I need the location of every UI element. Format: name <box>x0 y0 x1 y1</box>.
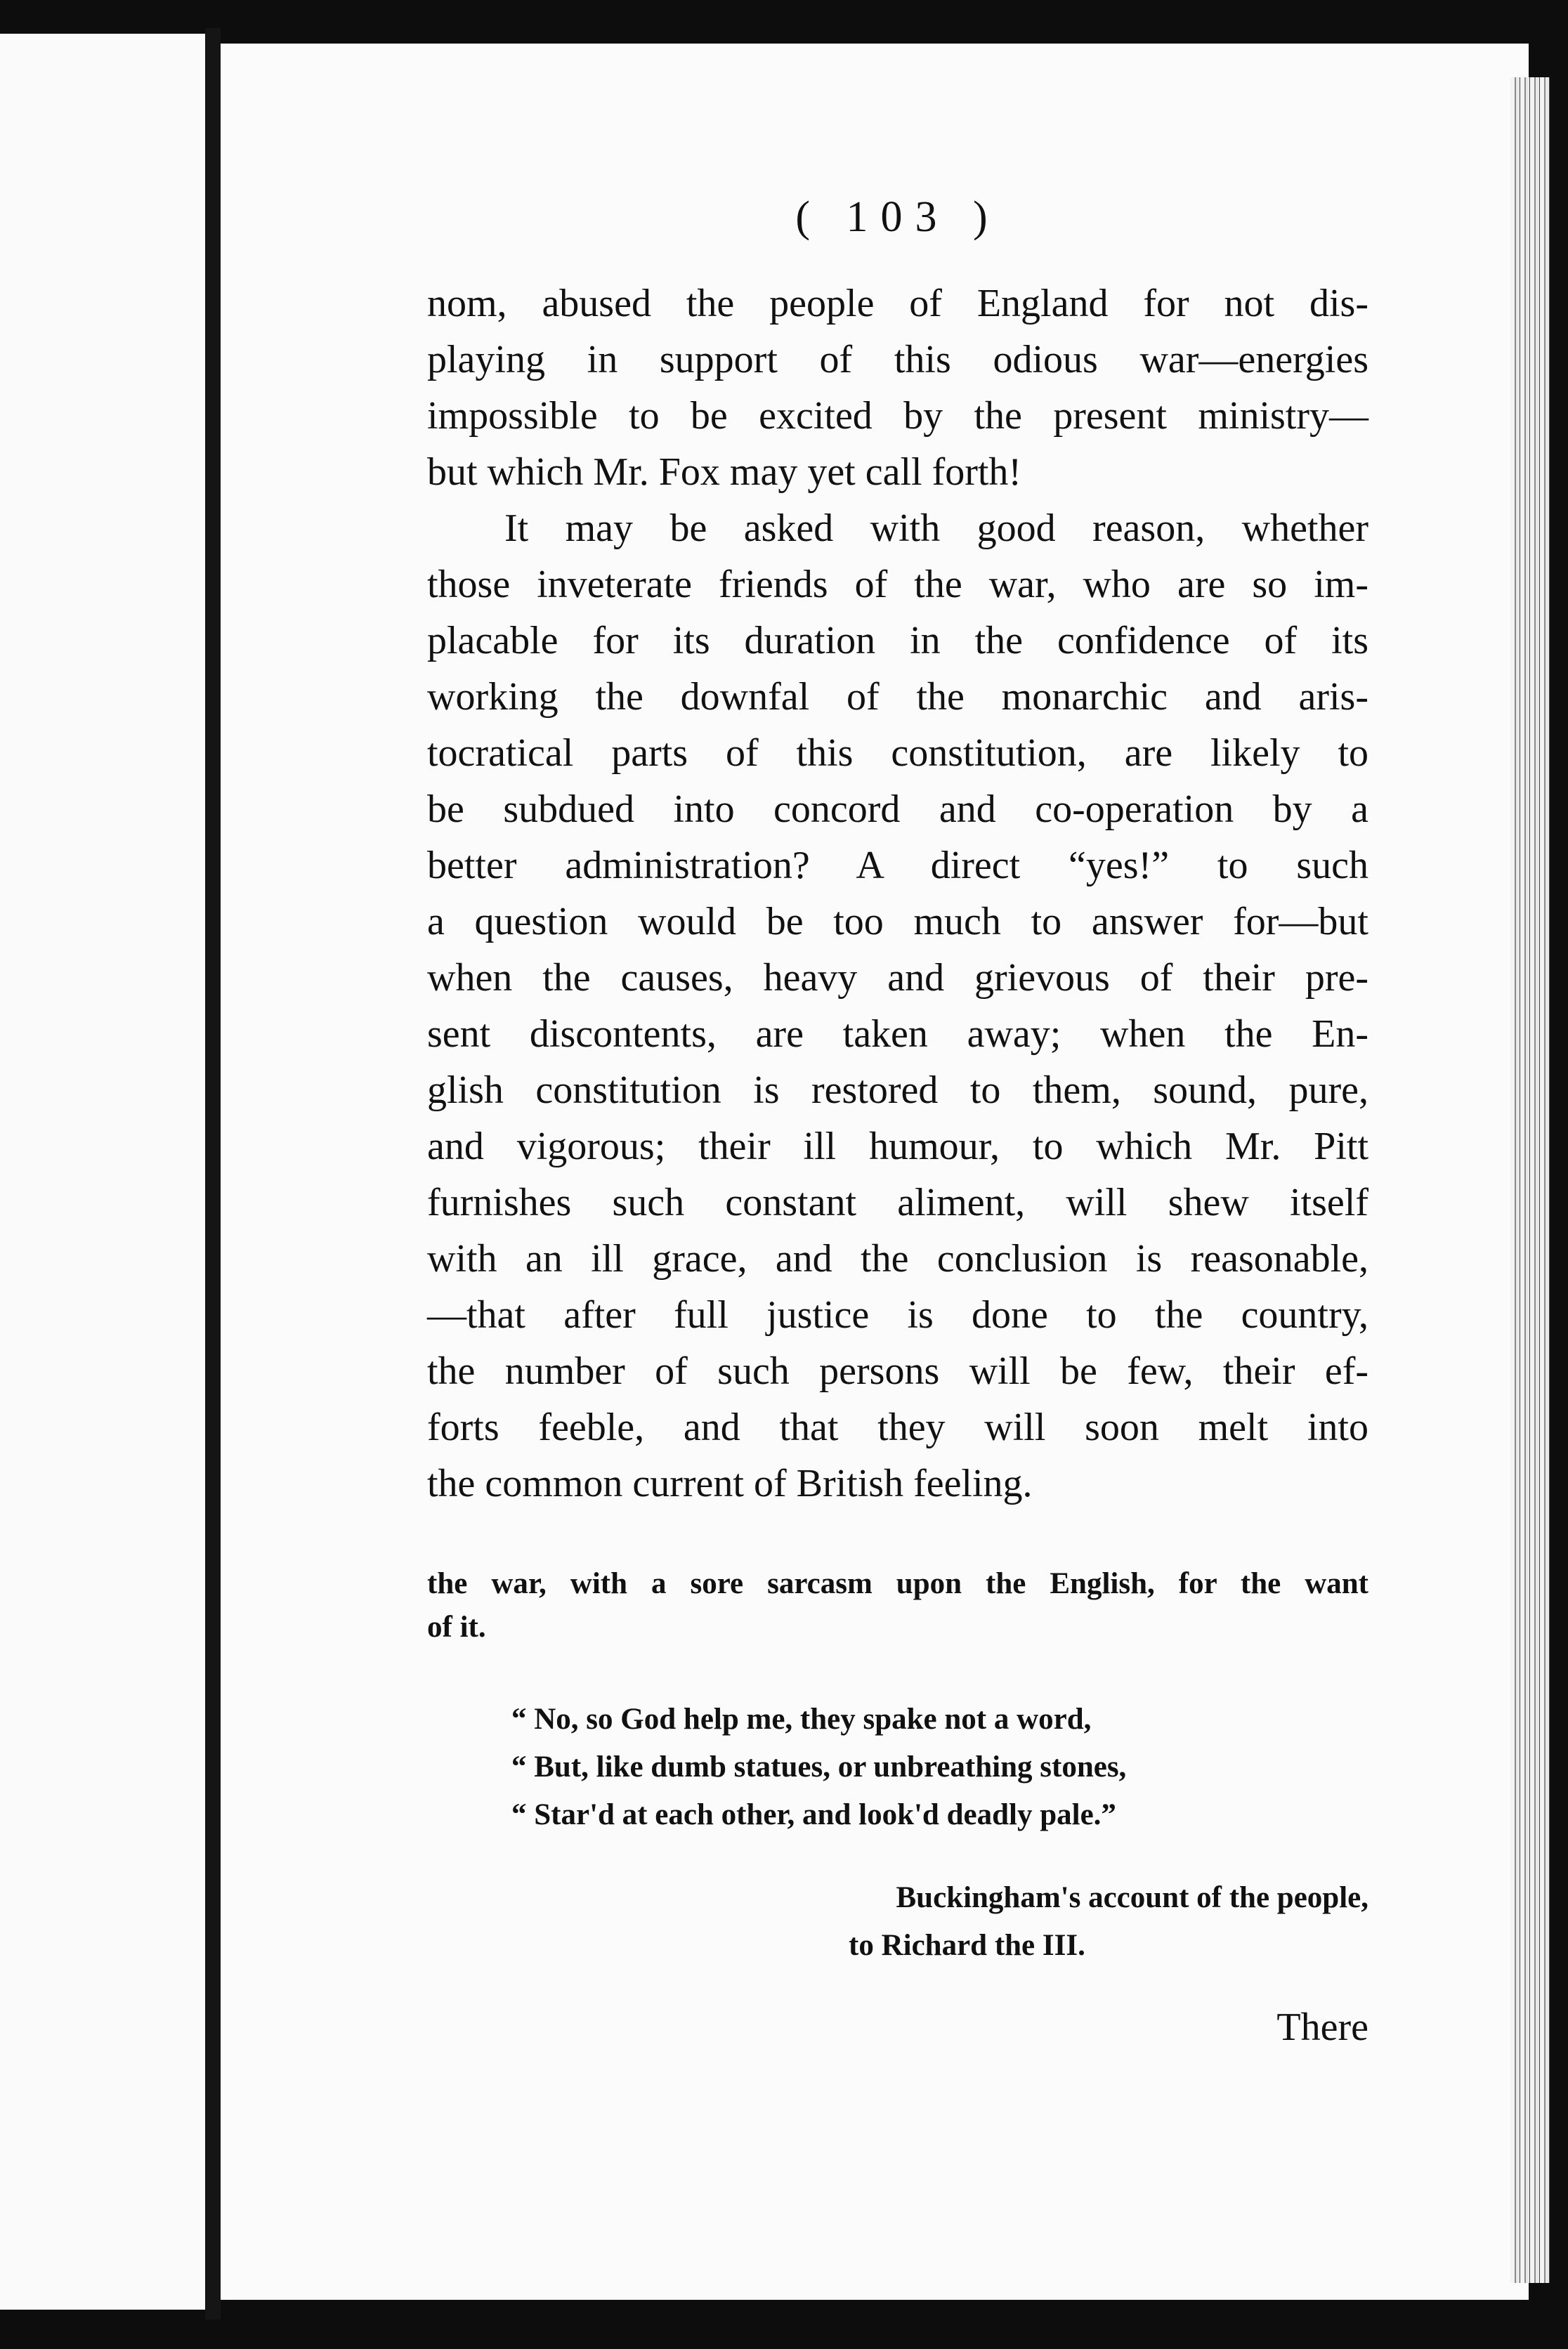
verse-line: “ But, like dumb statues, or unbreathing stones, <box>511 1751 1127 1784</box>
attribution-line: Buckingham's account of the people, <box>896 1881 1368 1914</box>
body-line: when the causes, heavy and grievous of their pre- <box>427 956 1368 1000</box>
body-line: a question would be too much to answer for—but <box>427 900 1368 943</box>
quotation-attribution <box>427 1874 1368 1970</box>
body-line: tocratical parts of this constitution, are likely to <box>427 731 1368 775</box>
verse-line: “ Star'd at each other, and look'd deadly pale.” <box>511 1798 1116 1831</box>
catchword: There <box>1276 2006 1368 2049</box>
body-line: with an ill grace, and the conclusion is reasonable, <box>427 1237 1368 1281</box>
body-line: but which Mr. Fox may yet call forth! <box>427 450 1022 494</box>
body-line: —that after full justice is done to the country, <box>427 1293 1368 1337</box>
body-line: It may be asked with good reason, whether <box>504 506 1368 550</box>
body-line: the common current of British feeling. <box>427 1462 1033 1505</box>
verse-line: “ No, so God help me, they spake not a word, <box>511 1703 1092 1736</box>
page-text-block <box>427 195 1368 2047</box>
body-line: playing in support of this odious war—energies <box>427 338 1368 381</box>
footnote <box>427 1562 1368 1649</box>
body-line: working the downfal of the monarchic and aris- <box>427 675 1368 719</box>
body-line: those inveterate friends of the war, who are so im- <box>427 563 1368 606</box>
body-line: be subdued into concord and co-operation by a <box>427 787 1368 831</box>
page-number: ( 103 ) <box>795 193 1000 241</box>
body-line: forts feeble, and that they will soon melt into <box>427 1406 1368 1449</box>
attribution-line: to Richard the III. <box>849 1929 1085 1962</box>
body-line: nom, abused the people of England for not dis- <box>427 282 1368 325</box>
page-edges <box>1510 77 1550 2283</box>
body-text <box>427 275 1368 1512</box>
body-line: sent discontents, are taken away; when the En- <box>427 1012 1368 1056</box>
body-line: and vigorous; their ill humour, to which Mr. Pitt <box>427 1125 1368 1168</box>
verse-quotation <box>511 1696 1368 1839</box>
footnote-line: of it. <box>427 1611 486 1644</box>
body-line: furnishes such constant aliment, will shew itself <box>427 1181 1368 1224</box>
book-gutter <box>205 28 221 2319</box>
body-line: placable for its duration in the confidence of its <box>427 619 1368 662</box>
body-line: the number of such persons will be few, their ef- <box>427 1349 1368 1393</box>
body-line: better administration? A direct “yes!” to such <box>427 844 1368 887</box>
body-line: impossible to be excited by the present ministry— <box>427 394 1368 438</box>
footnote-line: the war, with a sore sarcasm upon the English, for the want <box>427 1567 1368 1600</box>
previous-page-edge <box>0 34 207 2310</box>
body-line: glish constitution is restored to them, sound, pure, <box>427 1068 1368 1112</box>
